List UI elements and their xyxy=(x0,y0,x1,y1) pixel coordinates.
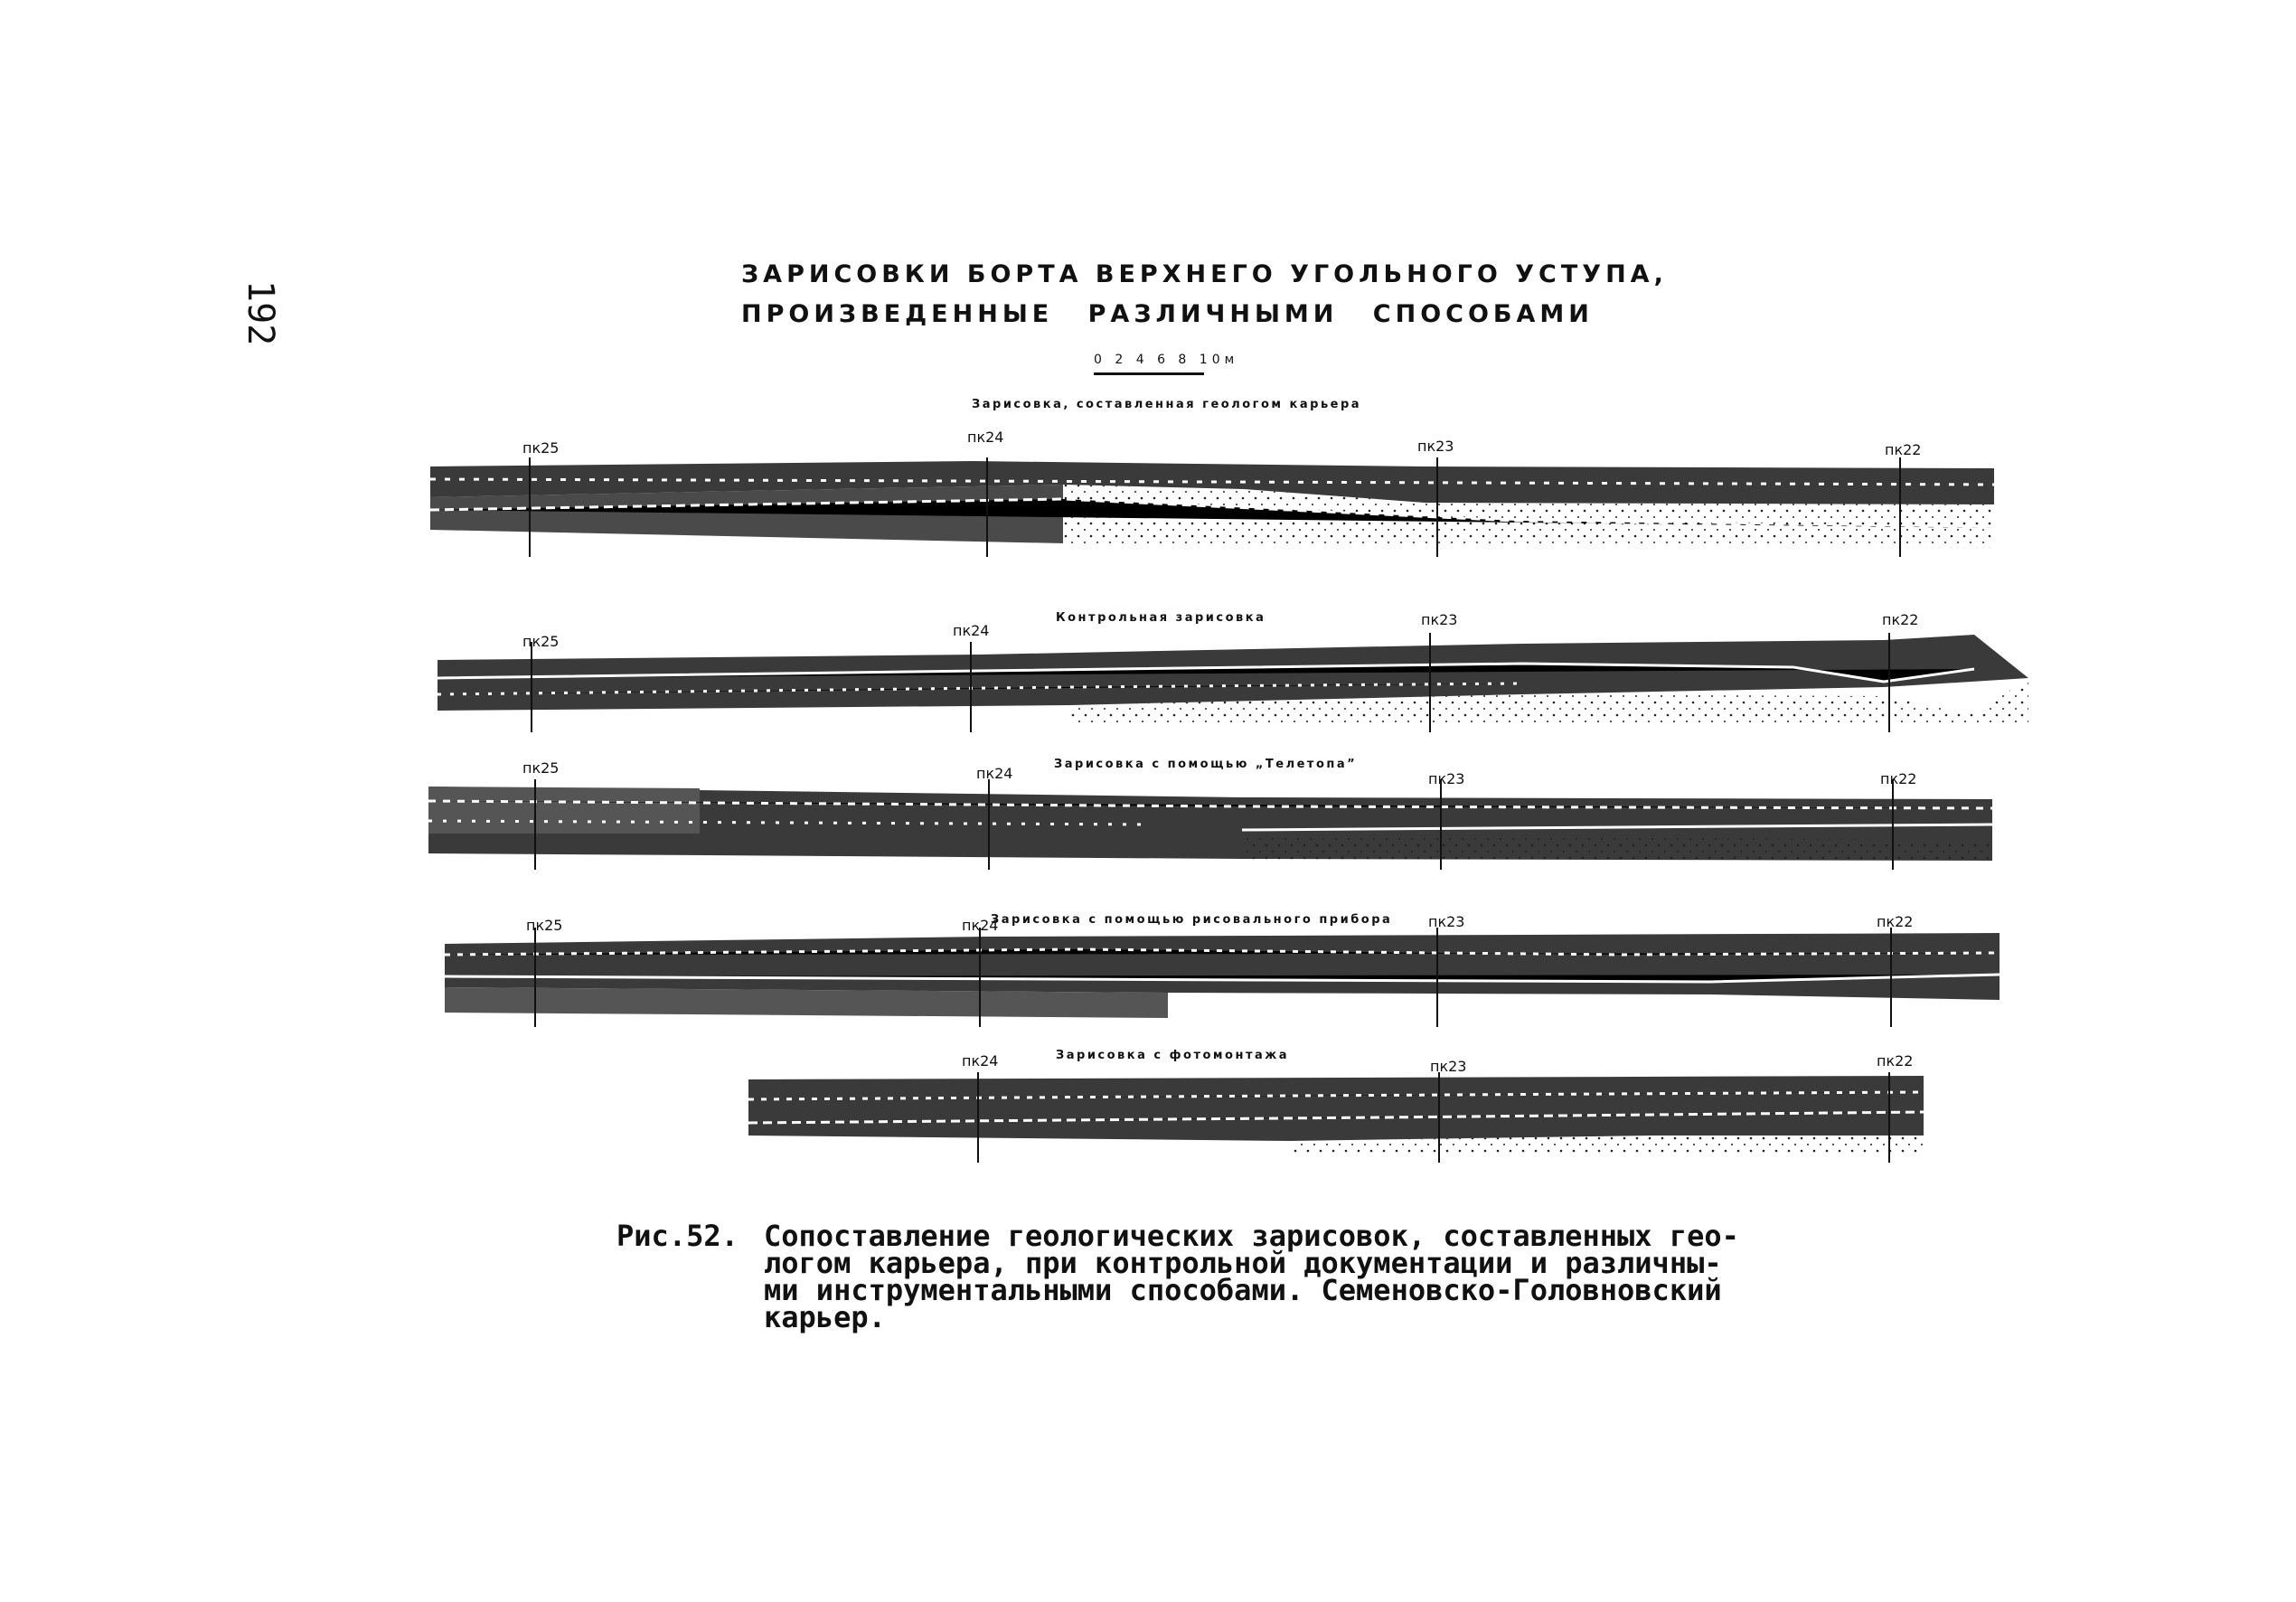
sketch-2-strip xyxy=(438,624,2028,732)
sketch-1-strip xyxy=(430,457,1994,557)
sketch-4-picket-25: пк25 xyxy=(526,917,563,934)
sketch-1-picket-24: пк24 xyxy=(967,429,1004,446)
sketch-1-picket-22: пк22 xyxy=(1885,441,1922,458)
sketch-3-picket-24: пк24 xyxy=(976,765,1013,782)
page-number: 192 xyxy=(240,280,281,346)
sketch-4-picket-24: пк24 xyxy=(962,917,999,934)
scale-label: 0 2 4 6 8 10м xyxy=(1094,353,1239,367)
sketch-4-picket-22: пк22 xyxy=(1877,913,1914,930)
scale-bar xyxy=(1094,372,1204,375)
sketch-3-picket-22: пк22 xyxy=(1880,770,1917,787)
sketch-1-label: Зарисовка, составленная геологом карьера xyxy=(972,398,1362,411)
sketch-3-label: Зарисовка с помощью „Телетопа” xyxy=(1054,758,1358,771)
sketch-4-picket-23: пк23 xyxy=(1428,913,1465,930)
sketch-1-picket-23: пк23 xyxy=(1417,438,1454,455)
sketch-3-strip xyxy=(428,779,1992,870)
sketch-5-picket-24: пк24 xyxy=(962,1052,999,1070)
sketch-2-picket-23: пк23 xyxy=(1421,611,1458,628)
sketch-2-picket-22: пк22 xyxy=(1882,611,1919,628)
figure-number: Рис.52. xyxy=(616,1219,739,1253)
figure-title xyxy=(741,255,1668,335)
sketch-5-strip xyxy=(748,1072,1951,1163)
sketch-2-picket-24: пк24 xyxy=(953,622,990,639)
sketch-2-picket-25: пк25 xyxy=(522,633,560,650)
sketch-4-strip xyxy=(445,928,2000,1027)
sketch-5-label: Зарисовка с фотомонтажа xyxy=(1056,1049,1289,1062)
figure-title-line-1: ЗАРИСОВКИ БОРТА ВЕРХНЕГО УГОЛЬНОГО УСТУПА, xyxy=(741,260,1668,288)
sketch-5-picket-23: пк23 xyxy=(1430,1058,1467,1075)
sketch-3-picket-25: пк25 xyxy=(522,759,560,777)
sketch-1-picket-25: пк25 xyxy=(522,439,560,457)
sketch-4-label: Зарисовка с помощью рисовального прибора xyxy=(991,913,1393,927)
sketch-3-picket-23: пк23 xyxy=(1428,770,1465,787)
figure-title-line-2: ПРОИЗВЕДЕННЫЕ РАЗЛИЧНЫМИ СПОСОБАМИ xyxy=(741,300,1594,328)
sketch-2-label: Контрольная зарисовка xyxy=(1056,611,1266,625)
scale-bar-group xyxy=(1094,353,1239,385)
sketch-5-picket-22: пк22 xyxy=(1877,1052,1914,1070)
figure-caption-text: Сопоставление геологических зарисовок, составленных гео- логом карьера, при контрольной документации и различны- ми инструментальными способами. Семеновско-Головновский карьер. xyxy=(764,1219,1739,1334)
